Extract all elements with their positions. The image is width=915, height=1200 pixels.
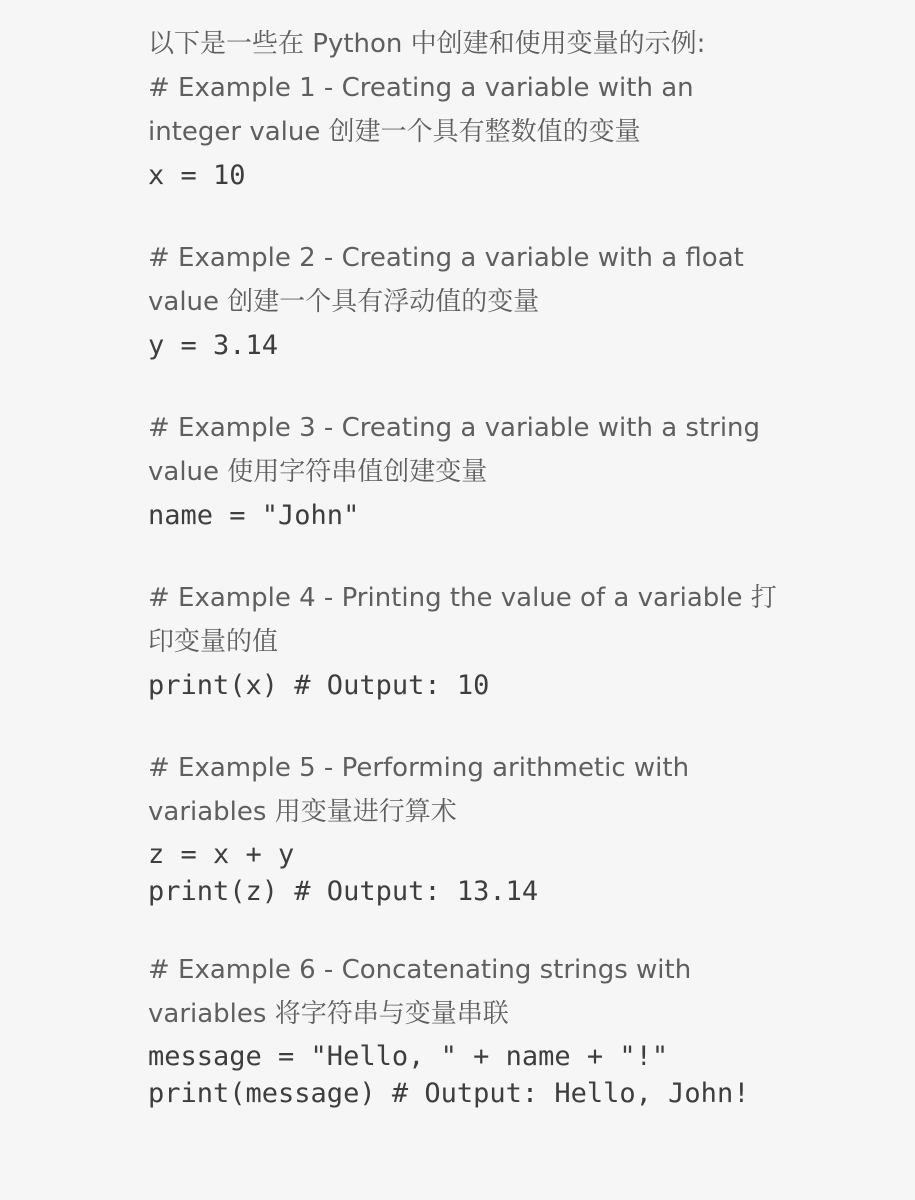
code-line: print(z) # Output: 13.14 [148, 876, 539, 907]
example-comment: # Example 6 - Concatenating strings with variables 将字符串与变量串联 [148, 955, 700, 1029]
code-line: message = "Hello, " + name + "!" [148, 1041, 669, 1072]
code-line: x = 10 [148, 160, 246, 191]
example-6 [148, 948, 788, 1112]
example-1 [148, 66, 788, 198]
intro-text: 以下是一些在 Python 中创建和使用变量的示例: [148, 29, 706, 59]
example-4 [148, 576, 788, 708]
example-2 [148, 236, 788, 368]
example-comment: # Example 4 - Printing the value of a variable 打印变量的值 [148, 583, 777, 657]
example-comment: # Example 3 - Creating a variable with a string value 使用字符串值创建变量 [148, 413, 769, 487]
example-5 [148, 746, 788, 910]
example-comment: # Example 1 - Creating a variable with an integer value 创建一个具有整数值的变量 [148, 73, 702, 147]
document-content [148, 22, 788, 1112]
code-line: z = x + y [148, 839, 295, 870]
code-block [148, 1038, 788, 1112]
code-line: print(x) # Output: 10 [148, 670, 490, 701]
code-block [148, 836, 788, 910]
code-line: name = "John" [148, 500, 360, 531]
example-comment: # Example 5 - Performing arithmetic with variables 用变量进行算术 [148, 753, 698, 827]
code-line: y = 3.14 [148, 330, 279, 361]
example-comment: # Example 2 - Creating a variable with a float value 创建一个具有浮动值的变量 [148, 243, 753, 317]
code-line: print(message) # Output: Hello, John! [148, 1078, 750, 1109]
example-3 [148, 406, 788, 538]
